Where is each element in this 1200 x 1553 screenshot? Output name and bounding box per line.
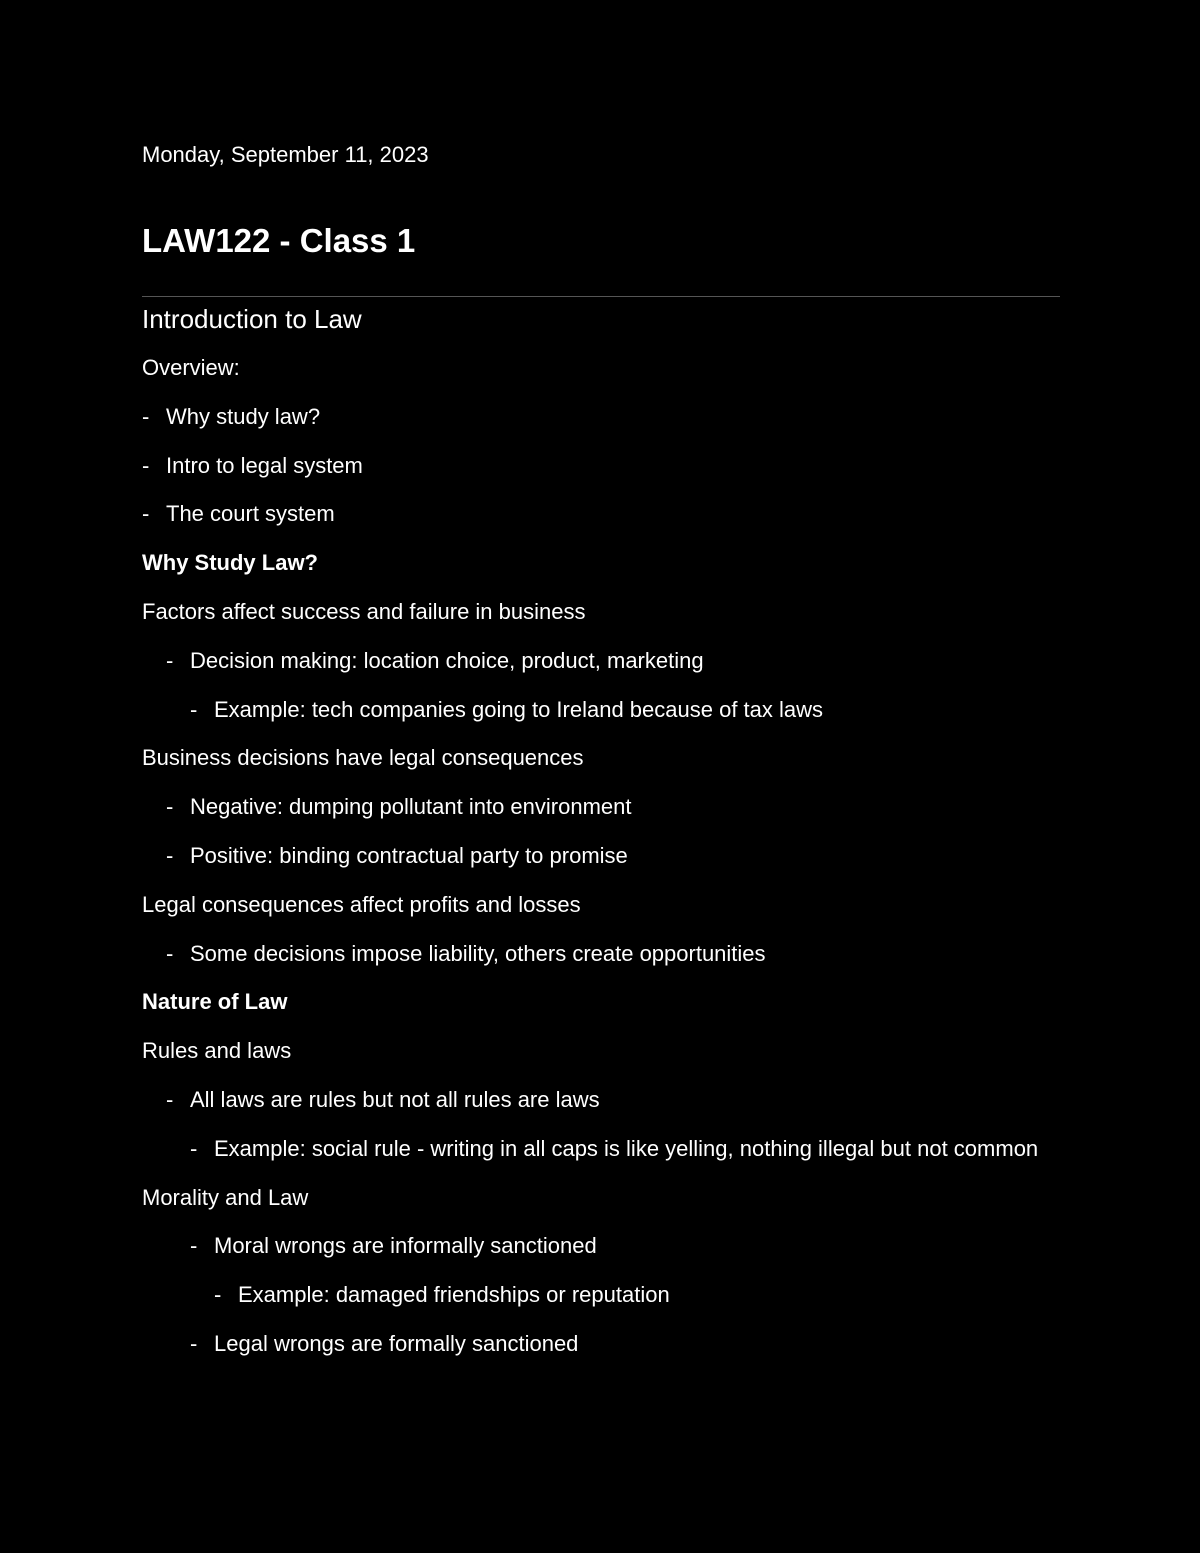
title-divider xyxy=(142,296,1060,297)
note-paragraph xyxy=(142,596,1060,628)
note-text: Nature of Law xyxy=(142,989,288,1015)
note-bullet-item xyxy=(142,791,1060,823)
note-bullet-item xyxy=(142,645,1060,677)
note-text: Morality and Law xyxy=(142,1184,309,1210)
note-bullet-item xyxy=(142,498,1060,530)
note-text: The court system xyxy=(166,501,335,527)
bullet-dash-icon: - xyxy=(190,696,198,722)
note-text: Rules and laws xyxy=(142,1038,292,1064)
note-bullet-item xyxy=(142,1230,1060,1262)
note-bullet-item xyxy=(142,840,1060,872)
note-paragraph xyxy=(142,889,1060,921)
note-bullet-item xyxy=(142,401,1060,433)
bullet-dash-icon: - xyxy=(142,452,150,478)
note-paragraph xyxy=(142,352,1060,384)
note-paragraph xyxy=(142,742,1060,774)
note-text: Example: tech companies going to Ireland because of tax laws xyxy=(214,696,824,722)
bullet-dash-icon: - xyxy=(142,403,150,429)
note-paragraph xyxy=(142,1035,1060,1067)
notes-list xyxy=(142,352,1060,1377)
note-text: Overview: xyxy=(142,355,240,380)
note-heading xyxy=(142,986,1060,1018)
bullet-dash-icon: - xyxy=(166,647,174,673)
note-heading xyxy=(142,547,1060,579)
bullet-dash-icon: - xyxy=(214,1282,222,1308)
note-text: Example: social rule - writing in all caps is like yelling, nothing illegal but not common xyxy=(214,1135,1039,1161)
bullet-dash-icon: - xyxy=(190,1135,198,1161)
note-paragraph xyxy=(142,1182,1060,1214)
note-text: Legal wrongs are formally sanctioned xyxy=(214,1330,579,1356)
note-text: Negative: dumping pollutant into environment xyxy=(190,794,632,820)
note-date: Monday, September 11, 2023 xyxy=(142,142,429,167)
section-title: Introduction to Law xyxy=(142,304,362,334)
note-bullet-item xyxy=(142,694,1060,726)
note-text: Moral wrongs are informally sanctioned xyxy=(214,1233,597,1259)
note-title: LAW122 - Class 1 xyxy=(142,222,416,259)
note-text: Legal consequences affect profits and losses xyxy=(142,891,581,917)
note-text: Example: damaged friendships or reputation xyxy=(238,1282,670,1308)
bullet-dash-icon: - xyxy=(166,842,174,868)
note-text: Why study law? xyxy=(166,403,321,429)
note-bullet-item xyxy=(142,1328,1060,1360)
note-text: Decision making: location choice, product, marketing xyxy=(190,647,704,673)
note-bullet-item xyxy=(142,1084,1060,1116)
note-bullet-item xyxy=(142,938,1060,970)
note-bullet-item xyxy=(142,450,1060,482)
bullet-dash-icon: - xyxy=(190,1330,198,1356)
note-bullet-item xyxy=(142,1133,1094,1165)
note-text: Factors affect success and failure in business xyxy=(142,598,586,624)
bullet-dash-icon: - xyxy=(166,940,174,966)
bullet-dash-icon: - xyxy=(190,1233,198,1259)
bullet-dash-icon: - xyxy=(166,794,174,820)
note-text: All laws are rules but not all rules are laws xyxy=(190,1086,600,1112)
note-bullet-item xyxy=(142,1279,1060,1311)
bullet-dash-icon: - xyxy=(166,1086,174,1112)
note-text: Some decisions impose liability, others create opportunities xyxy=(190,940,766,966)
note-text: Business decisions have legal consequences xyxy=(142,745,584,771)
note-text: Positive: binding contractual party to promise xyxy=(190,842,628,868)
bullet-dash-icon: - xyxy=(142,501,150,527)
note-text: Intro to legal system xyxy=(166,452,363,478)
note-text: Why Study Law? xyxy=(142,550,318,576)
